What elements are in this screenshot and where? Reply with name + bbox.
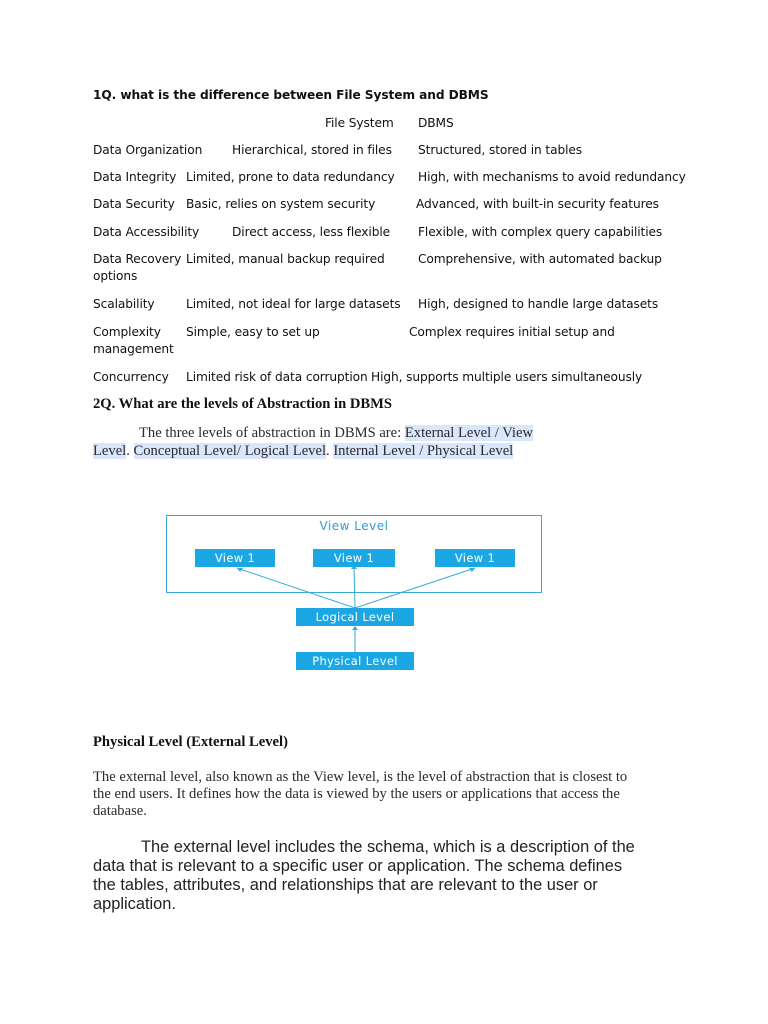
row-dbms-value: Advanced, with built-in security features [416,197,659,211]
row-label: Data Recovery [93,252,182,266]
logical-level-box: Logical Level [296,608,414,626]
abstraction-levels-diagram [166,512,546,674]
connector-logical-view2 [354,568,355,608]
highlight-external-level-cont: Level [93,443,127,459]
paragraph-2-line-2: data that is relevant to a specific user or application. The schema defines [93,857,623,875]
column-header-file-system: File System [325,116,394,130]
row-file-system-value: Limited, prone to data redundancy [186,170,395,184]
connector-logical-view1 [237,568,355,608]
row-file-system-value: Simple, easy to set up [186,325,320,339]
highlight-external-level: External Level / View [404,425,533,441]
view-level-title: View Level [319,519,389,533]
row-dbms-value: Flexible, with complex query capabilities [418,225,663,239]
row-file-system-value: Limited, manual backup required [186,252,385,266]
row-file-system-value: Limited risk of data corruption [186,370,368,384]
row-file-system-value: Limited, not ideal for large datasets [186,297,401,311]
paragraph-2-line-4: application. [93,895,176,913]
paragraph-2-line-1: The external level includes the schema, which is a description of the [141,838,635,856]
paragraph-1-line-2: the end users. It defines how the data is viewed by the users or applications that access the [93,786,620,802]
highlight-internal-level: Internal Level / Physical Level [333,443,514,459]
view-box-3: View 1 [435,549,515,567]
highlight-conceptual-level: Conceptual Level/ Logical Level [133,443,327,459]
paragraph-2-line-3: the tables, attributes, and relationships that are relevant to the user or [93,876,598,894]
separator: . [126,443,134,459]
row-label-continued: options [93,269,138,283]
row-dbms-value: Comprehensive, with automated backup [418,252,662,266]
row-file-system-value: Hierarchical, stored in files [232,143,392,157]
section-heading: Physical Level (External Level) [93,734,288,750]
row-dbms-value: High, with mechanisms to avoid redundancy [418,170,686,184]
row-label: Data Security [93,197,175,211]
row-file-system-value: Direct access, less flexible [232,225,391,239]
column-header-dbms: DBMS [418,116,454,130]
paragraph-1-line-3: database. [93,803,147,819]
connector-logical-view3 [355,568,475,608]
row-label: Complexity [93,325,161,339]
paragraph-1-line-1: The external level, also known as the View level, is the level of abstraction that is closest to [93,769,628,785]
row-dbms-value: High, designed to handle large datasets [418,297,659,311]
separator: . [326,443,334,459]
question-1-title: 1Q. what is the difference between File System and DBMS [93,88,489,102]
abstraction-intro-line-1 [139,425,533,442]
row-dbms-value: Complex requires initial setup and [409,325,615,339]
row-dbms-value: High, supports multiple users simultaneously [371,370,643,384]
row-label: Scalability [93,297,155,311]
row-label: Data Accessibility [93,225,200,239]
question-2-title: 2Q. What are the levels of Abstraction in DBMS [93,396,393,412]
view-box-2: View 1 [313,549,395,567]
physical-level-box: Physical Level [296,652,414,670]
row-dbms-value: Structured, stored in tables [418,143,583,157]
row-label: Data Organization [93,143,203,157]
diagram-connectors [166,512,546,674]
row-file-system-value: Basic, relies on system security [186,197,376,211]
view-box-1: View 1 [195,549,275,567]
row-label: Data Integrity [93,170,177,184]
intro-text: The three levels of abstraction in DBMS are: [139,425,405,441]
row-label-continued: management [93,342,174,356]
arrowhead-logical [352,626,358,630]
abstraction-intro-line-2 [93,443,513,460]
row-label: Concurrency [93,370,169,384]
